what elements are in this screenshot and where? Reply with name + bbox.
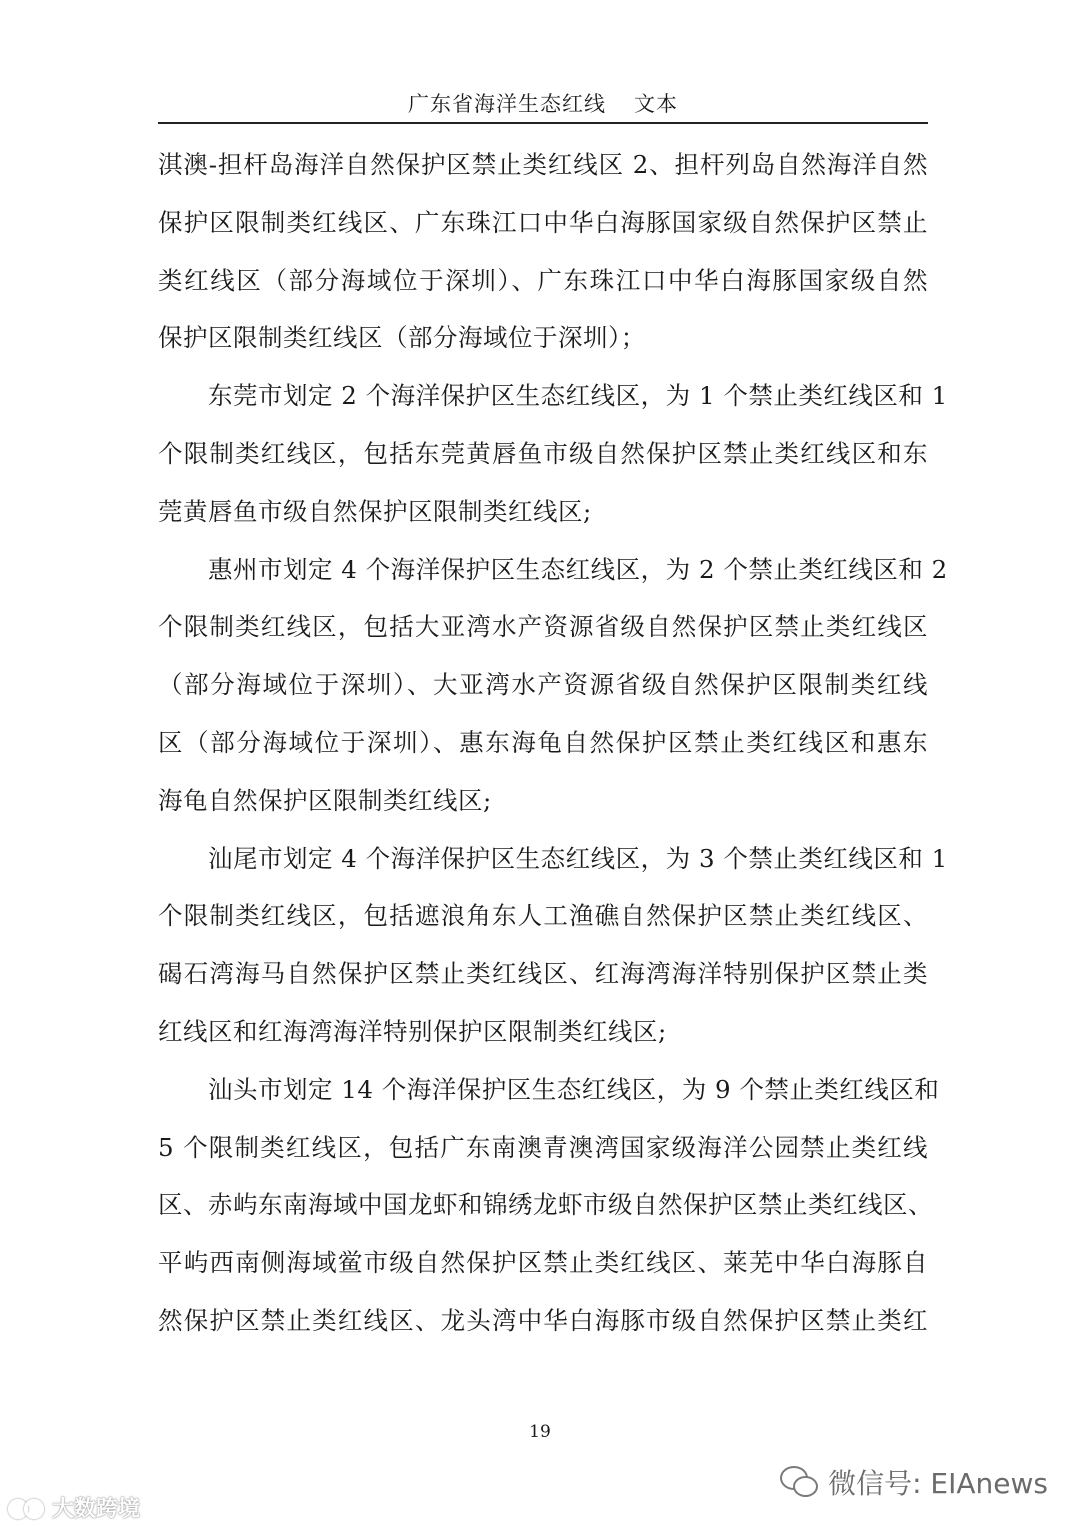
- paragraph-line: 保护区限制类红线区、广东珠江口中华白海豚国家级自然保护区禁止: [158, 207, 928, 237]
- header-title: 广东省海洋生态红线: [408, 92, 606, 116]
- document-body: [158, 136, 948, 1350]
- paragraph-line: 莞黄唇鱼市级自然保护区限制类红线区;: [158, 496, 592, 526]
- paragraph-line: 惠州市划定 4 个海洋保护区生态红线区，为 2 个禁止类红线区和 2: [208, 554, 948, 584]
- paragraph-line: 个限制类红线区，包括遮浪角东人工渔礁自然保护区禁止类红线区、: [158, 901, 928, 931]
- paragraph-line: 海龟自然保护区限制类红线区;: [158, 785, 492, 815]
- wechat-icon: [780, 1466, 818, 1498]
- paragraph-line: 东莞市划定 2 个海洋保护区生态红线区，为 1 个禁止类红线区和 1: [208, 381, 948, 411]
- wechat-watermark: [780, 1462, 1048, 1502]
- paragraph-line: 碣石湾海马自然保护区禁止类红线区、红海湾海洋特别保护区禁止类: [158, 959, 928, 989]
- paragraph-line: 5 个限制类红线区，包括广东南澳青澳湾国家级海洋公园禁止类红线: [158, 1132, 928, 1162]
- paragraph-line: 保护区限制类红线区（部分海域位于深圳）；: [158, 323, 646, 353]
- header-subtitle: 文本: [634, 92, 678, 116]
- paragraph-line: 区、赤屿东南海域中国龙虾和锦绣龙虾市级自然保护区禁止类红线区、: [158, 1190, 933, 1220]
- paragraph-line: 平屿西南侧海域鲎市级自然保护区禁止类红线区、莱芜中华白海豚自: [158, 1248, 928, 1278]
- wechat-watermark-text: 微信号: EIAnews: [828, 1467, 1048, 1500]
- brand-watermark-text: 大数跨境: [52, 1497, 141, 1522]
- paragraph-line: 汕头市划定 14 个海洋保护区生态红线区，为 9 个禁止类红线区和: [208, 1074, 940, 1104]
- page-number: 19: [529, 1422, 551, 1442]
- paragraph-line: 红线区和红海湾海洋特别保护区限制类红线区;: [158, 1016, 667, 1046]
- paragraph-line: 类红线区（部分海域位于深圳）、广东珠江口中华白海豚国家级自然: [158, 265, 928, 295]
- page-header: [158, 86, 928, 124]
- paragraph-line: 汕尾市划定 4 个海洋保护区生态红线区，为 3 个禁止类红线区和 1: [208, 843, 948, 873]
- brand-watermark: [8, 1492, 140, 1523]
- paragraph-line: 个限制类红线区，包括东莞黄唇鱼市级自然保护区禁止类红线区和东: [158, 438, 928, 468]
- brand-logo-icon: [8, 1497, 48, 1519]
- paragraph-line: 然保护区禁止类红线区、龙头湾中华白海豚市级自然保护区禁止类红: [158, 1305, 928, 1335]
- paragraph-line: 个限制类红线区，包括大亚湾水产资源省级自然保护区禁止类红线区: [158, 612, 928, 642]
- paragraph-line: 区（部分海域位于深圳）、惠东海龟自然保护区禁止类红线区和惠东: [158, 727, 928, 757]
- paragraph-line: （部分海域位于深圳）、大亚湾水产资源省级自然保护区限制类红线: [158, 670, 928, 700]
- paragraph-line: 淇澳-担杆岛海洋自然保护区禁止类红线区 2、担杆列岛自然海洋自然: [158, 150, 928, 179]
